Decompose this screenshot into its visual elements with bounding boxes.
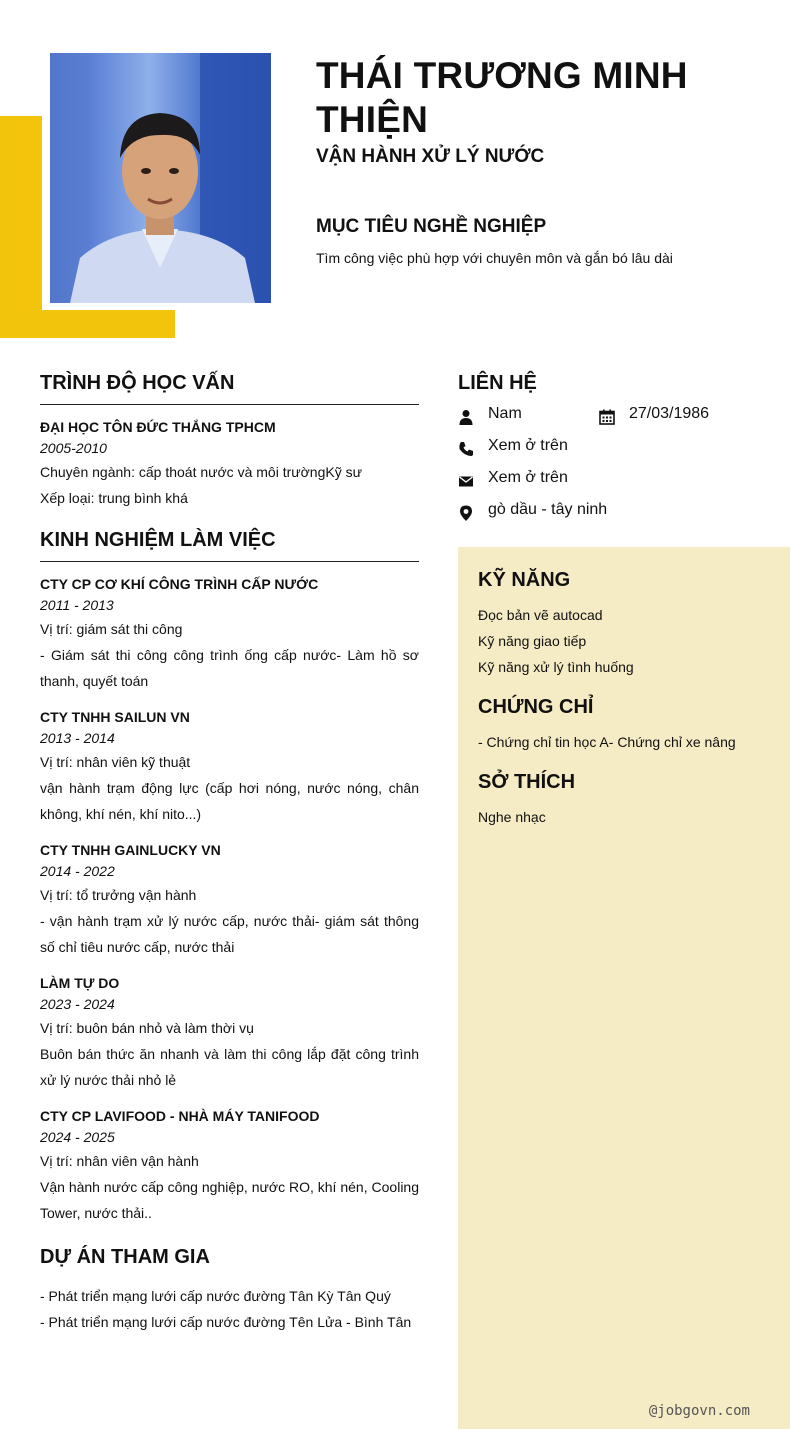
person-icon: [458, 409, 474, 425]
experience-period: 2023 - 2024: [40, 996, 115, 1012]
experience-heading: KINH NGHIỆM LÀM VIỆC: [40, 529, 419, 562]
experience-period: 2011 - 2013: [40, 597, 114, 613]
certificates-heading: CHỨNG CHỈ: [478, 696, 594, 718]
contact-phone[interactable]: Xem ở trên: [488, 437, 568, 454]
projects-heading: DỰ ÁN THAM GIA: [40, 1246, 210, 1268]
experience-description: Buôn bán thức ăn nhanh và làm thi công lắp đặt công trình xử lý nước thải nhỏ lẻ: [40, 1046, 419, 1088]
certificates-section: [478, 696, 770, 755]
calendar-icon: [599, 409, 615, 425]
sidebar-panel: [458, 547, 790, 1429]
experience-position: Vị trí: tổ trưởng vận hành: [40, 887, 197, 903]
hobbies-section: [478, 771, 770, 830]
decor-yellow-bar-horizontal: [0, 310, 175, 338]
experience-company: CTY CP CƠ KHÍ CÔNG TRÌNH CẤP NƯỚC: [40, 576, 319, 592]
project-item: - Phát triển mạng lưới cấp nước đường Tên Lửa - Bình Tân: [40, 1314, 412, 1330]
experience-company: LÀM TỰ DO: [40, 975, 120, 991]
profile-photo: [50, 53, 271, 303]
skill-item: Kỹ năng xử lý tình huống: [478, 659, 634, 675]
experience-section: [40, 529, 419, 1226]
mail-icon: [458, 473, 474, 489]
experience-item: [40, 973, 419, 1093]
contact-email[interactable]: Xem ở trên: [488, 469, 568, 486]
certificate-item: - Chứng chỉ tin học A- Chứng chỉ xe nâng: [478, 734, 736, 750]
skills-heading: KỸ NĂNG: [478, 569, 571, 591]
education-period: 2005-2010: [40, 440, 107, 456]
left-column: [40, 372, 419, 1335]
experience-description: vận hành trạm động lực (cấp hơi nóng, nước nóng, chân không, khí nén, khí nito...): [40, 780, 419, 822]
candidate-name: THÁI TRƯƠNG MINH THIỆN: [316, 55, 688, 140]
education-heading: TRÌNH ĐỘ HỌC VẤN: [40, 372, 419, 405]
phone-icon: [458, 441, 474, 457]
objective-text: Tìm công việc phù hợp với chuyên môn và gắn bó lâu dài: [316, 250, 673, 266]
education-school: ĐẠI HỌC TÔN ĐỨC THẮNG TPHCM: [40, 419, 276, 435]
location-icon: [458, 505, 474, 521]
contact-heading: LIÊN HỆ: [458, 372, 537, 394]
experience-item: [40, 707, 419, 827]
watermark: @jobgovn.com: [648, 1403, 750, 1419]
experience-description: - vận hành trạm xử lý nước cấp, nước thải- giám sát thông số chỉ tiêu nước cấp, nước thải: [40, 913, 419, 955]
projects-section: [40, 1246, 419, 1335]
contact-row-email: [458, 467, 790, 499]
experience-description: - Giám sát thi công công trình ống cấp nước- Làm hồ sơ thanh, quyết toán: [40, 647, 419, 689]
experience-period: 2013 - 2014: [40, 730, 115, 746]
hobby-item: Nghe nhạc: [478, 809, 546, 825]
experience-period: 2024 - 2025: [40, 1129, 115, 1145]
experience-description: Vận hành nước cấp công nghiệp, nước RO, khí nén, Cooling Tower, nước thải..: [40, 1179, 419, 1221]
skill-item: Đọc bản vẽ autocad: [478, 607, 603, 623]
experience-position: Vị trí: nhân viên vận hành: [40, 1153, 199, 1169]
contact-birthday: 27/03/1986: [629, 405, 710, 422]
hobbies-heading: SỞ THÍCH: [478, 771, 576, 793]
contact-row-gender-birthday: [458, 403, 790, 435]
project-item: - Phát triển mạng lưới cấp nước đường Tân Kỳ Tân Quý: [40, 1288, 391, 1304]
experience-position: Vị trí: giám sát thi công: [40, 621, 183, 637]
objective-heading: MỤC TIÊU NGHỀ NGHIỆP: [316, 216, 547, 237]
experience-company: CTY TNHH GAINLUCKY VN: [40, 842, 221, 858]
job-title: VẬN HÀNH XỬ LÝ NƯỚC: [316, 146, 545, 167]
decor-yellow-bar-vertical: [0, 116, 42, 338]
experience-item: [40, 574, 419, 694]
experience-company: CTY CP LAVIFOOD - NHÀ MÁY TANIFOOD: [40, 1108, 320, 1124]
contact-row-phone: [458, 435, 790, 467]
contact-row-address: [458, 499, 790, 531]
education-major: Chuyên ngành: cấp thoát nước và môi trườngKỹ sư: [40, 464, 362, 480]
experience-item: [40, 1106, 419, 1226]
contact-section: [458, 372, 790, 531]
contact-gender: Nam: [488, 405, 522, 422]
skills-section: [478, 569, 770, 680]
contact-address: gò dầu - tây ninh: [488, 501, 608, 518]
experience-position: Vị trí: buôn bán nhỏ và làm thời vụ: [40, 1020, 254, 1036]
experience-period: 2014 - 2022: [40, 863, 115, 879]
skill-item: Kỹ năng giao tiếp: [478, 633, 587, 649]
experience-company: CTY TNHH SAILUN VN: [40, 709, 190, 725]
experience-position: Vị trí: nhân viên kỹ thuật: [40, 754, 191, 770]
education-grade: Xếp loại: trung bình khá: [40, 490, 188, 506]
education-section: [40, 372, 419, 511]
experience-item: [40, 840, 419, 960]
